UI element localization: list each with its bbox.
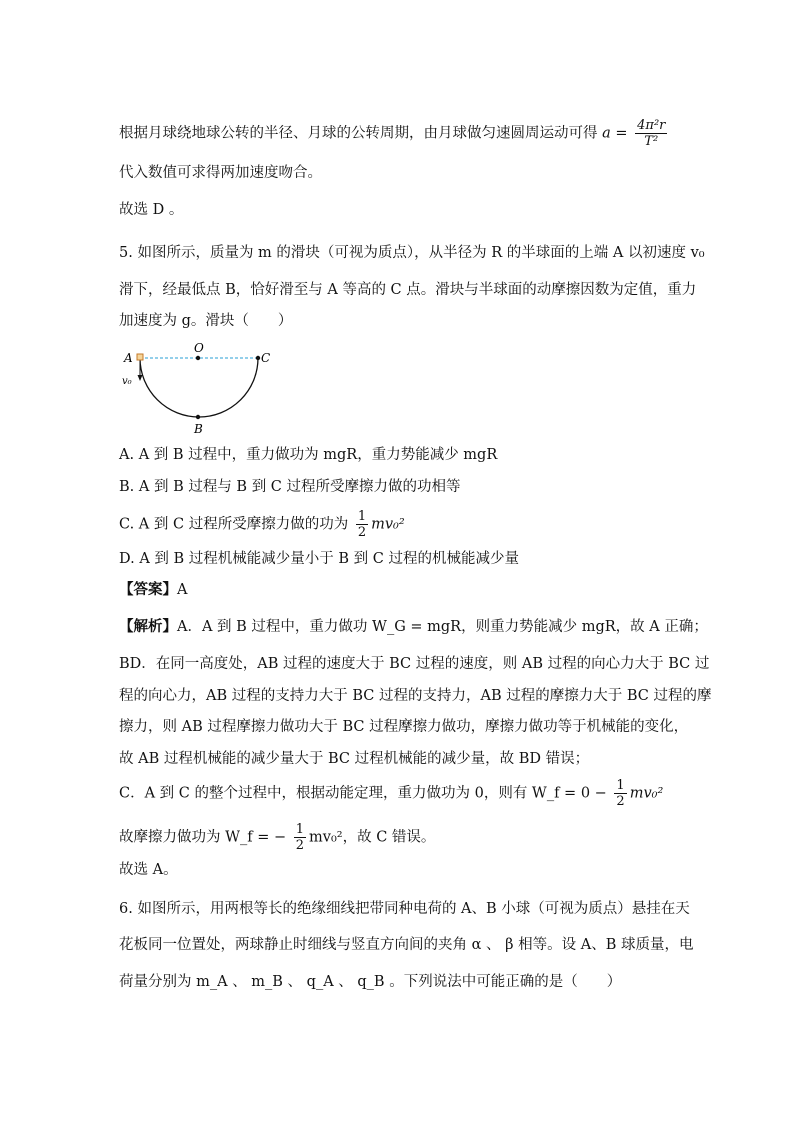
- prev-line1: [119, 118, 670, 149]
- q6-stem-line1: 6. 如图所示，用两根等长的绝缘细线把带同种电荷的 A、B 小球（可视为质点）悬挂在天: [119, 901, 690, 917]
- q5-option-C-tail: mv₀²: [371, 516, 405, 533]
- answer-tag: 【答案】: [119, 581, 177, 598]
- q5-option-C-text: C. A 到 C 过程所受摩擦力做的功为: [119, 516, 349, 533]
- label-B: B: [194, 422, 203, 435]
- analysis7-text: 故摩擦力做功为 W_f = −: [119, 829, 287, 846]
- formula-denominator: T²: [644, 134, 659, 149]
- analysis-line6: [119, 778, 663, 809]
- prev-line1-text: 根据月球绕地球公转的半径、月球的公转周期，由月球做匀速圆周运动可得: [119, 125, 598, 142]
- fraction-num: 1: [295, 822, 305, 837]
- fraction-den: 2: [357, 525, 367, 540]
- label-v0: v₀: [122, 376, 132, 387]
- q5-option-C-fraction: [356, 509, 368, 540]
- fraction-num: 1: [357, 509, 367, 524]
- formula-fraction: [635, 118, 667, 149]
- answer-line: [119, 580, 187, 600]
- velocity-arrowhead: [138, 375, 143, 381]
- semicircle-arc: [140, 358, 258, 417]
- q6-stem-line2: 花板同一位置处，两球静止时细线与竖直方向间的夹角 α 、 β 相等。设 A、B 球质量，电: [119, 937, 694, 953]
- fraction-den: 2: [295, 838, 305, 853]
- analysis6-fraction: [614, 778, 626, 809]
- analysis-conclusion: 故选 A。: [119, 862, 178, 878]
- prev-line2: 代入数值可求得两加速度吻合。: [119, 165, 322, 181]
- analysis7-fraction: [294, 822, 306, 853]
- analysis-line7: [119, 822, 435, 853]
- q6-stem-line3: 荷量分别为 m_A 、 m_B 、 q_A 、 q_B 。下列说法中可能正确的是（ ）: [119, 974, 622, 990]
- formula-a: a =: [602, 125, 628, 142]
- answer-value: A: [177, 582, 188, 598]
- analysis-line2: BD．在同一高度处，AB 过程的速度大于 BC 过程的速度，则 AB 过程的向心力大于 BC 过: [119, 656, 710, 672]
- fraction-num: 1: [616, 778, 625, 793]
- analysis-line4: 擦力，则 AB 过程摩擦力做功大于 BC 过程摩擦力做功，摩擦力做功等于机械能的变化，: [119, 719, 689, 735]
- analysis6-tail: mv₀²: [629, 785, 664, 802]
- point-O: [196, 356, 200, 360]
- analysis-line3: 程的向心力，AB 过程的支持力大于 BC 过程的支持力，AB 过程的摩擦力大于 BC 过程的摩: [119, 688, 712, 704]
- slider-block: [137, 354, 143, 360]
- analysis-tag: 【解析】: [119, 618, 177, 635]
- label-C: C: [261, 351, 271, 365]
- q5-option-D: D. A 到 B 过程机械能减少量小于 B 到 C 过程的机械能减少量: [119, 551, 519, 567]
- q5-option-B: B. A 到 B 过程与 B 到 C 过程所受摩擦力做的功相等: [119, 479, 461, 495]
- q5-stem-line3: 加速度为 g。滑块（ ）: [119, 313, 293, 329]
- analysis-line1: [119, 617, 708, 637]
- q5-stem-line1: 5. 如图所示，质量为 m 的滑块（可视为质点），从半径为 R 的半球面的上端 A 以初速度 v₀: [119, 245, 705, 261]
- label-A: A: [124, 351, 133, 365]
- q5-option-C: [119, 509, 405, 540]
- q5-option-A: A. A 到 B 过程中，重力做功为 mgR，重力势能减少 mgR: [119, 447, 498, 463]
- analysis6-text: C．A 到 C 的整个过程中，根据动能定理，重力做功为 0，则有 W_f = 0 −: [119, 785, 607, 802]
- label-O: O: [194, 341, 204, 355]
- analysis-line5: 故 AB 过程机械能的减少量大于 BC 过程机械能的减少量，故 BD 错误；: [119, 751, 590, 767]
- prev-line3: 故选 D 。: [119, 202, 184, 218]
- hemisphere-figure: [118, 340, 278, 435]
- point-B: [196, 415, 200, 419]
- fraction-den: 2: [616, 794, 625, 809]
- analysis-text1: A．A 到 B 过程中，重力做功 W_G = mgR，则重力势能减少 mgR，故 A 正确；: [177, 619, 708, 635]
- analysis7-tail: mv₀²，故 C 错误。: [309, 829, 436, 846]
- q5-stem-line2: 滑下，经最低点 B，恰好滑至与 A 等高的 C 点。滑块与半球面的动摩擦因数为定值，重力: [119, 282, 697, 298]
- point-C: [256, 356, 260, 360]
- formula-numerator: 4π²r: [637, 118, 666, 133]
